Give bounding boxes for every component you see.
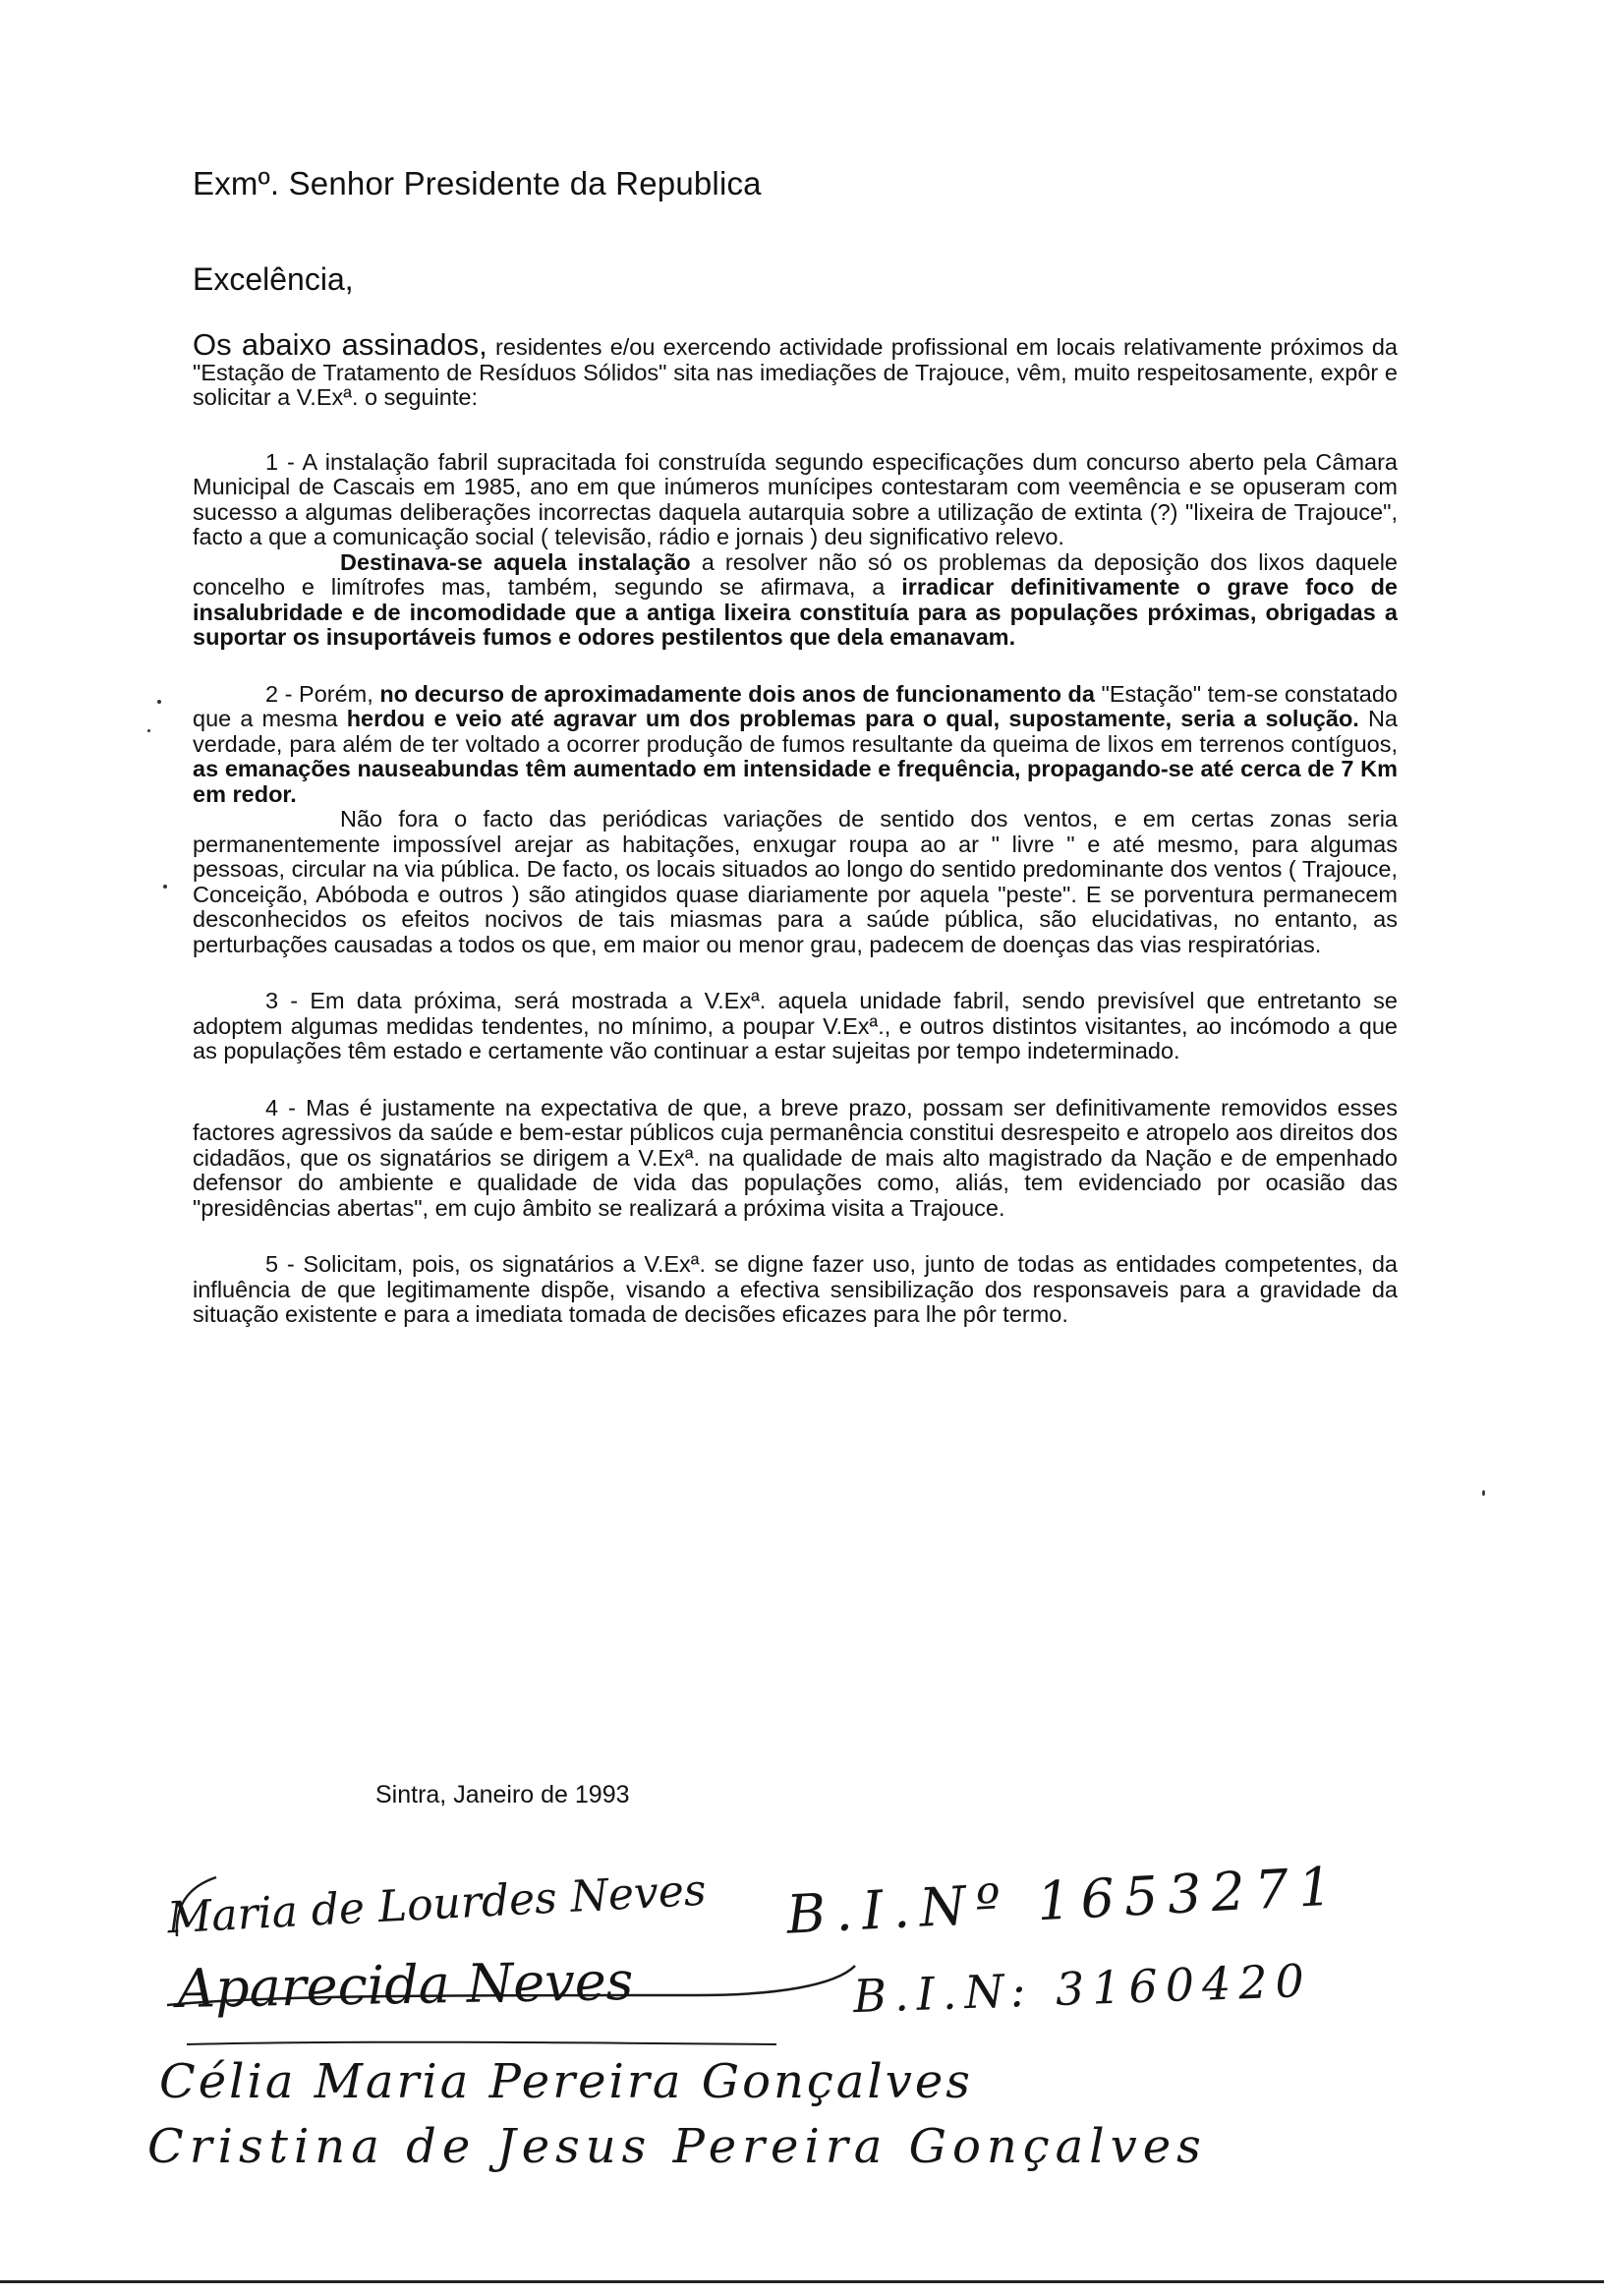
intro-lead: Os abaixo assinados, (193, 327, 487, 362)
scan-speck (157, 700, 161, 704)
signature-block (147, 1848, 1366, 2211)
signature-underline (187, 2042, 776, 2044)
intro-paragraph (193, 327, 1398, 411)
scan-speck (1482, 1490, 1485, 1496)
point-2-text-2: "Estação" tem-se constatado que a mesma (193, 680, 1398, 731)
intro-rest: residentes e/ou exercendo actividade profissional em locais relativamente próximos da "Estação de Tratamento de Resíduos Sólidos" sita nas imediações de Trajouce, vêm, muito respeitosamente, expôr e solicitar a V.Exª. o seguinte: (193, 334, 1398, 410)
point-2 (193, 682, 1398, 808)
point-1b-bold-2: irradicar definitivamente o grave foco de insalubridade e de incomodidade que a antiga lixeira constituía para as populações próximas, obrigadas a suportar os insuportáveis fumos e odores pestilentos que dela emanavam. (193, 574, 1398, 650)
signature-1-name: Maria de Lourdes Neves (166, 1865, 708, 1944)
point-3: 3 - Em data próxima, será mostrada a V.Exª. aquela unidade fabril, sendo previsível que entretanto se adoptem algumas medidas tendentes, no mínimo, a poupar V.Exª., e outros distintos visitantes, ao incómodo a que as populações têm estado e certamente vão continuar a estar sujeitas por tempo indeterminado. (193, 988, 1398, 1063)
point-2-bold-1: no decurso de aproximadamente dois anos de funcionamento da (379, 680, 1095, 707)
point-1: 1 - A instalação fabril supracitada foi construída segundo especificações dum concurso aberto pela Câmara Municipal de Cascais em 1985, ano em que inúmeros munícipes contestaram com veemência e se opuseram com sucesso a algumas deliberações incorrectas daquela autarquia sobre a utilização de extinta (?) "lixeira de Trajouce", facto a que a comunicação social ( televisão, rádio e jornais ) deu significativo relevo. (193, 448, 1398, 549)
scan-speck (163, 885, 167, 889)
point-5: 5 - Solicitam, pois, os signatários a V.Exª. se digne fazer uso, junto de todas as entidades competentes, da influência de que legitimamente dispõe, visando a efectiva sensibilização dos responsaveis para a gravidade da situação existente e para a imediata tomada de decisões eficazes para lhe pôr termo. (193, 1251, 1398, 1327)
point-1b-text-1: a resolver não só os problemas da deposição dos lixos daquele concelho e limítrofes mas, também, segundo se afirmava, a (193, 548, 1398, 600)
scan-edge-line (0, 2280, 1604, 2283)
point-1-continuation (193, 550, 1398, 651)
letter-body (193, 327, 1398, 1328)
point-2-text-1: 2 - Porém, (265, 680, 380, 707)
signature-2-name: Aparecida Neves (176, 1949, 634, 2021)
salutation: Excelência, (193, 261, 354, 297)
signature-1-id: B.I.Nº 1653271 (784, 1855, 1344, 1946)
addressee-line: Exmº. Senhor Presidente da Republica (193, 165, 762, 201)
point-4: 4 - Mas é justamente na expectativa de que, a breve prazo, possam ser definitivamente removidos esses factores agressivos da saúde e bem-estar públicos cuja permanência constitui desrespeito e atropelo aos direitos dos cidadãos, que os signatários se dirigem a V.Exª. na qualidade de mais alto magistrado da Nação e de empenhado defensor do ambiente e qualidade de vida das populações como, aliás, tem evidenciado por ocasião das "presidências abertas", em cujo âmbito se realizará a próxima visita a Trajouce. (193, 1094, 1398, 1221)
point-2-continuation: Não fora o facto das periódicas variações de sentido dos ventos, e em certas zonas seria permanentemente impossível arejar as habitações, enxugar roupa ao ar " livre " e até mesmo, para algumas pessoas, circular na via pública. De facto, os locais situados ao longo do sentido predominante dos ventos ( Trajouce, Conceição, Abóboda e outros ) são atingidos quase diariamente por aquela "peste". E se porventura permanecem desconhecidos os efeitos nocivos de tais miasmas para a saúde pública, são elucidativas, no entanto, as perturbações causadas a todos os que, em maior ou menor grau, padecem de doenças das vias respiratórias. (193, 806, 1398, 957)
point-1b-bold-1: Destinava-se aquela instalação (340, 548, 691, 575)
signature-2-id: B.I.N: 3160420 (852, 1953, 1313, 2024)
point-2-text-3: Na verdade, para além de ter voltado a ocorrer produção de fumos resultante da queima de lixos em terrenos contíguos, (193, 706, 1398, 757)
scan-speck (147, 729, 150, 732)
point-2-bold-2: herdou e veio até agravar um dos problemas para o qual, supostamente, seria a solução. (346, 706, 1359, 731)
place-and-date: Sintra, Janeiro de 1993 (375, 1781, 630, 1808)
signature-3-name: Célia Maria Pereira Gonçalves (159, 2054, 973, 2109)
point-2-bold-3: as emanações nauseabundas têm aumentado em intensidade e frequência, propagando-se até cerca de 7 Km em redor. (193, 756, 1398, 807)
signature-4-name: Cristina de Jesus Pereira Gonçalves (147, 2119, 1207, 2174)
